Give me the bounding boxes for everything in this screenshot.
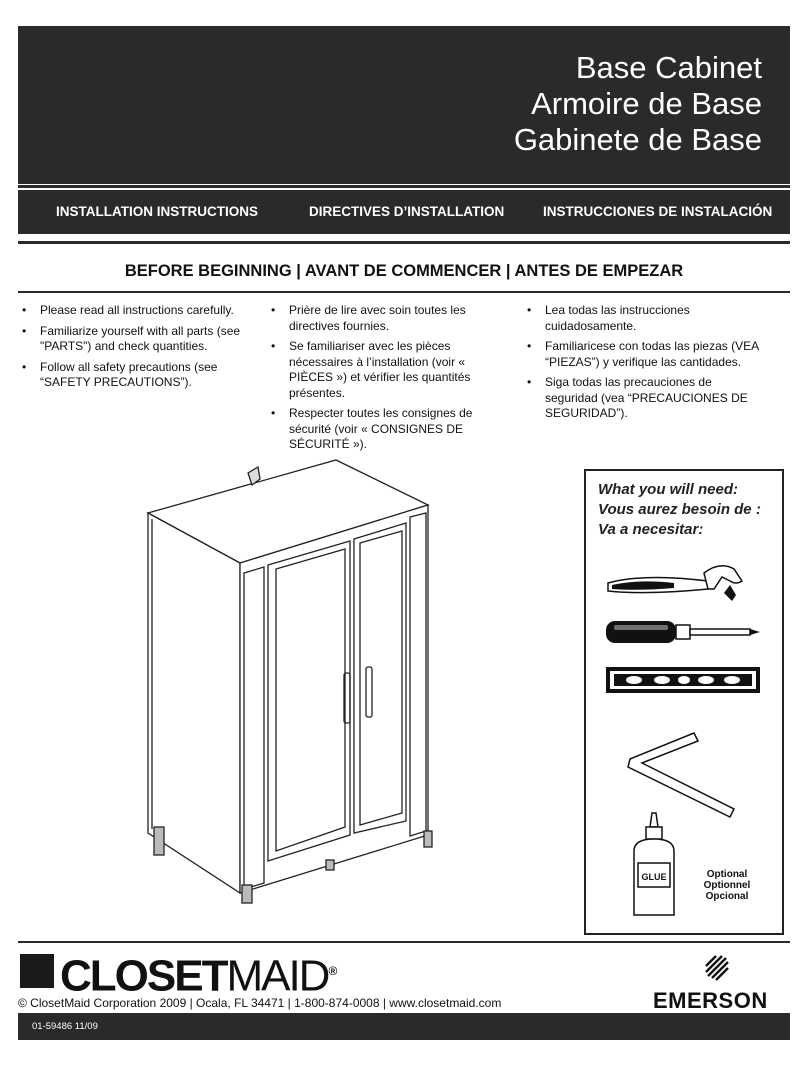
emerson-logo-icon bbox=[700, 952, 734, 986]
column-fr bbox=[269, 303, 509, 458]
logo-bold: CLOSET bbox=[60, 951, 227, 1001]
screwdriver-icon bbox=[604, 613, 764, 649]
title-line-en: Base Cabinet bbox=[575, 50, 762, 85]
cabinet-illustration bbox=[140, 455, 460, 915]
list-item: • Lea todas las instrucciones cuidadosamente. bbox=[525, 303, 765, 334]
logo-light: MAID bbox=[226, 951, 329, 1001]
install-heading-fr: DIRECTIVES D’INSTALLATION bbox=[309, 204, 505, 219]
optional-en: Optional bbox=[706, 869, 748, 880]
copyright-line: © ClosetMaid Corporation 2009 | Ocala, FL 34471 | 1-800-874-0008 | www.closetmaid.com bbox=[18, 996, 502, 1010]
needs-heading-es: Va a necesitar: bbox=[598, 521, 704, 538]
list-item: • Familiarize yourself with all parts (see "PARTS") and check quantities. bbox=[20, 324, 260, 355]
list-item: • Se familiariser avec les pièces nécessaires à l’installation (voir « PIÈCES ») et vérifier les quantités présentes. bbox=[269, 339, 509, 401]
divider bbox=[18, 291, 790, 293]
glue-bottle-icon bbox=[624, 811, 688, 921]
logo-wordmark bbox=[60, 946, 335, 1002]
needs-heading-en: What you will need: bbox=[598, 481, 739, 498]
document-code: 01-59486 11/09 bbox=[32, 1021, 98, 1032]
title-band bbox=[18, 26, 790, 184]
list-item: • Familiaricese con todas las piezas (VEA “PIEZAS”) y verifique las cantidades. bbox=[525, 339, 765, 370]
optional-es: Opcional bbox=[705, 891, 749, 902]
footer-band bbox=[18, 1013, 790, 1040]
emerson-wordmark: EMERSON bbox=[653, 988, 768, 1013]
logo-square-icon bbox=[20, 954, 54, 988]
square-icon bbox=[626, 729, 746, 819]
before-beginning-heading: BEFORE BEGINNING | AVANT DE COMMENCER | ANTES DE EMPEZAR bbox=[124, 262, 684, 280]
needs-heading-fr: Vous aurez besoin de : bbox=[598, 501, 761, 518]
list-item: • Prière de lire avec soin toutes les directives fournies. bbox=[269, 303, 509, 334]
list-item: • Please read all instructions carefully. bbox=[20, 303, 260, 319]
install-heading-es: INSTRUCCIONES DE INSTALACIÓN bbox=[543, 204, 773, 219]
tools-needed-panel bbox=[584, 469, 784, 935]
list-item: • Respecter toutes les consignes de sécurité (voir « CONSIGNES DE SÉCURITÉ »). bbox=[269, 406, 509, 453]
divider bbox=[18, 185, 790, 188]
level-icon bbox=[604, 663, 764, 699]
column-es bbox=[525, 303, 765, 427]
logo-registered: ® bbox=[328, 964, 336, 978]
glue-label: GLUE bbox=[641, 872, 667, 882]
install-heading-en: INSTALLATION INSTRUCTIONS bbox=[56, 204, 258, 219]
title-line-es: Gabinete de Base bbox=[513, 122, 762, 157]
divider bbox=[18, 241, 790, 244]
list-item: • Follow all safety precautions (see “SAFETY PRECAUTIONS”). bbox=[20, 360, 260, 391]
divider bbox=[18, 941, 790, 943]
title-line-fr: Armoire de Base bbox=[531, 86, 762, 121]
installation-band bbox=[18, 190, 790, 234]
list-item: • Siga todas las precauciones de seguridad (vea “PRECAUCIONES DE SEGURIDAD”). bbox=[525, 375, 765, 422]
column-en bbox=[20, 303, 260, 396]
hammer-icon bbox=[604, 561, 744, 611]
optional-fr: Optionnel bbox=[703, 880, 751, 891]
